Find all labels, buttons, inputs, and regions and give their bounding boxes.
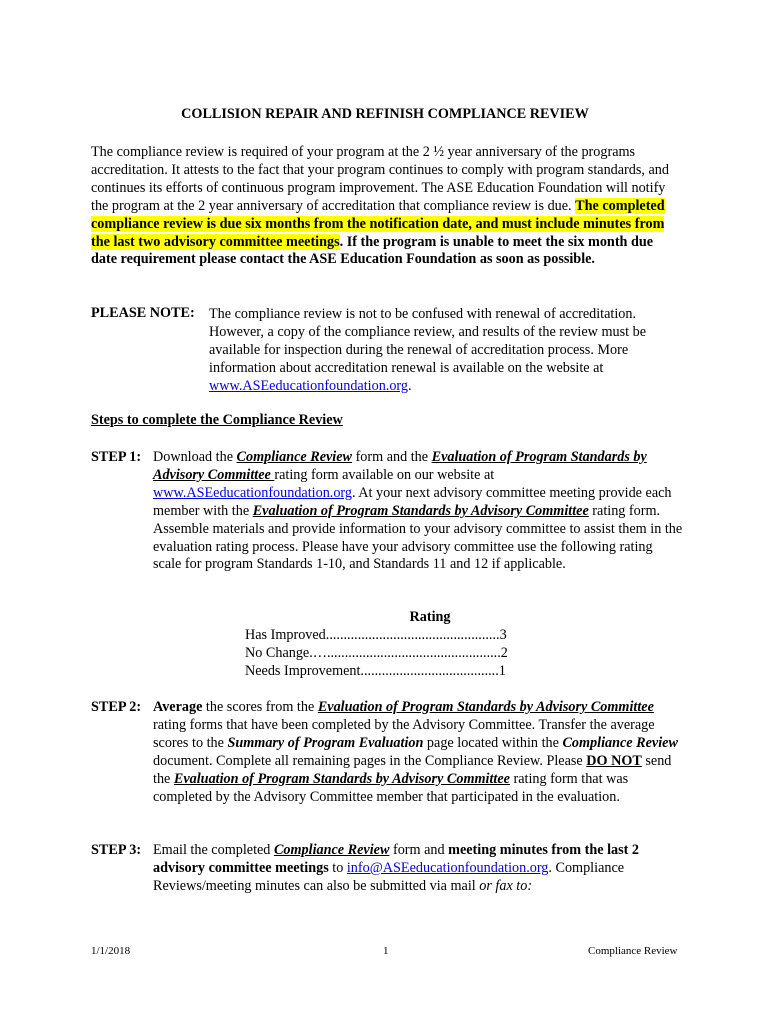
document-title: COLLISION REPAIR AND REFINISH COMPLIANCE REVIEW (181, 106, 589, 122)
intro-bold-tail: . If the program is unable to meet the six month due date requirement please contact the ASE Education Foundation as soon as possible. (91, 233, 654, 268)
email-link[interactable]: info@ASEeducationfoundation.org (346, 859, 549, 876)
summary-ref: Summary of Program Evaluation (227, 734, 424, 751)
step3-label: STEP 3: (91, 842, 142, 858)
step2-evaluation-ref: Evaluation of Program Standards by Advisory Committee (317, 699, 654, 715)
footer-label: Compliance Review (588, 945, 678, 957)
step1-label: STEP 1: (91, 449, 142, 465)
step3-compliance-ref: Compliance Review (273, 842, 390, 858)
note-text: The compliance review is not to be confused with renewal of accreditation. However, a copy of the compliance review, and results of the review must be available for inspection during the renewal of accreditation process. More information about accreditation renewal is available on the website at (209, 306, 646, 376)
step1-text-1: Download the (153, 449, 237, 465)
step1-text-3: rating form available on our website at (274, 466, 495, 483)
intro-paragraph (91, 144, 681, 269)
rating-scale (245, 608, 530, 680)
step2-text-1: the scores from the (202, 699, 318, 715)
step2-body (153, 699, 683, 806)
compliance-review-ref: Compliance Review (236, 449, 353, 465)
step1-body (153, 449, 683, 574)
footer-date: 1/1/2018 (91, 945, 131, 957)
step2-text-5: send the (153, 752, 672, 787)
step2-label: STEP 2: (91, 699, 142, 715)
rating-item-needs-improvement: Needs Improvement.......................................1 (245, 663, 506, 679)
step3-fax: or fax to: (479, 877, 533, 894)
note-end: . (407, 378, 412, 394)
footer-page-number: 1 (383, 945, 389, 957)
evaluation-form-ref-2: Evaluation of Program Standards by Advisory Committee (252, 502, 589, 519)
step2-compliance-ref: Compliance Review (562, 734, 678, 751)
steps-heading: Steps to complete the Compliance Review (91, 412, 343, 428)
step1-text-4: . At your next advisory committee meeting provide each member with the (153, 484, 672, 519)
rating-item-improved: Has Improved.................................................3 (245, 627, 507, 643)
do-not-emphasis: DO NOT (586, 752, 642, 769)
step3-text-3: to (328, 859, 347, 876)
step3-text-4: . Compliance Reviews/meeting minutes can also be submitted via mail (153, 859, 625, 894)
step3-text-1: Email the completed (153, 842, 274, 858)
step2-text-2: rating forms that have been completed by the Advisory Committee. Transfer the average scores to the (153, 716, 655, 751)
evaluation-form-ref: Evaluation of Program Standards by Advisory Committee (153, 449, 647, 483)
step1-text-2: form and the (352, 449, 432, 465)
step2-average: Average (153, 699, 203, 715)
rating-title: Rating (409, 609, 451, 625)
note-body (209, 305, 684, 395)
website-link[interactable]: www.ASEeducationfoundation.org (209, 378, 408, 394)
step2-text-6: rating form that was completed by the Advisory Committee member that participated in the evaluation. (153, 770, 629, 805)
note-label: PLEASE NOTE: (91, 305, 195, 321)
step3-text-2: form and (389, 842, 449, 858)
intro-text: The compliance review is required of your program at the 2 ½ year anniversary of the programs accreditation. It attests to the fact that your program continues to comply with program standards, and continues its efforts of continuous program improvement. The ASE Education Foundation will notify the program at the 2 year anniversary of accreditation that compliance review is due. (91, 144, 669, 214)
step1-website-link[interactable]: www.ASEeducationfoundation.org (153, 484, 352, 501)
intro-highlight: The completed compliance review is due six months from the notification date, and must include minutes from the last two advisory committee meetings (91, 197, 665, 250)
step1-text-5: rating form. Assemble materials and provide information to your advisory committee to assist them in the evaluation rating process. Please have your advisory committee use the following rating scale for program Standards 1-10, and Standards 11 and 12 if applicable. (153, 502, 683, 573)
step3-minutes: meeting minutes from the last 2 advisory committee meetings (153, 842, 639, 876)
rating-item-no-change: No Change.….................................................2 (245, 645, 508, 661)
step3-body (153, 842, 683, 896)
step2-evaluation-ref-2: Evaluation of Program Standards by Advisory Committee (173, 770, 510, 787)
step2-text-4: document. Complete all remaining pages in the Compliance Review. Please (153, 752, 587, 769)
step2-text-3: page located within the (423, 734, 563, 751)
